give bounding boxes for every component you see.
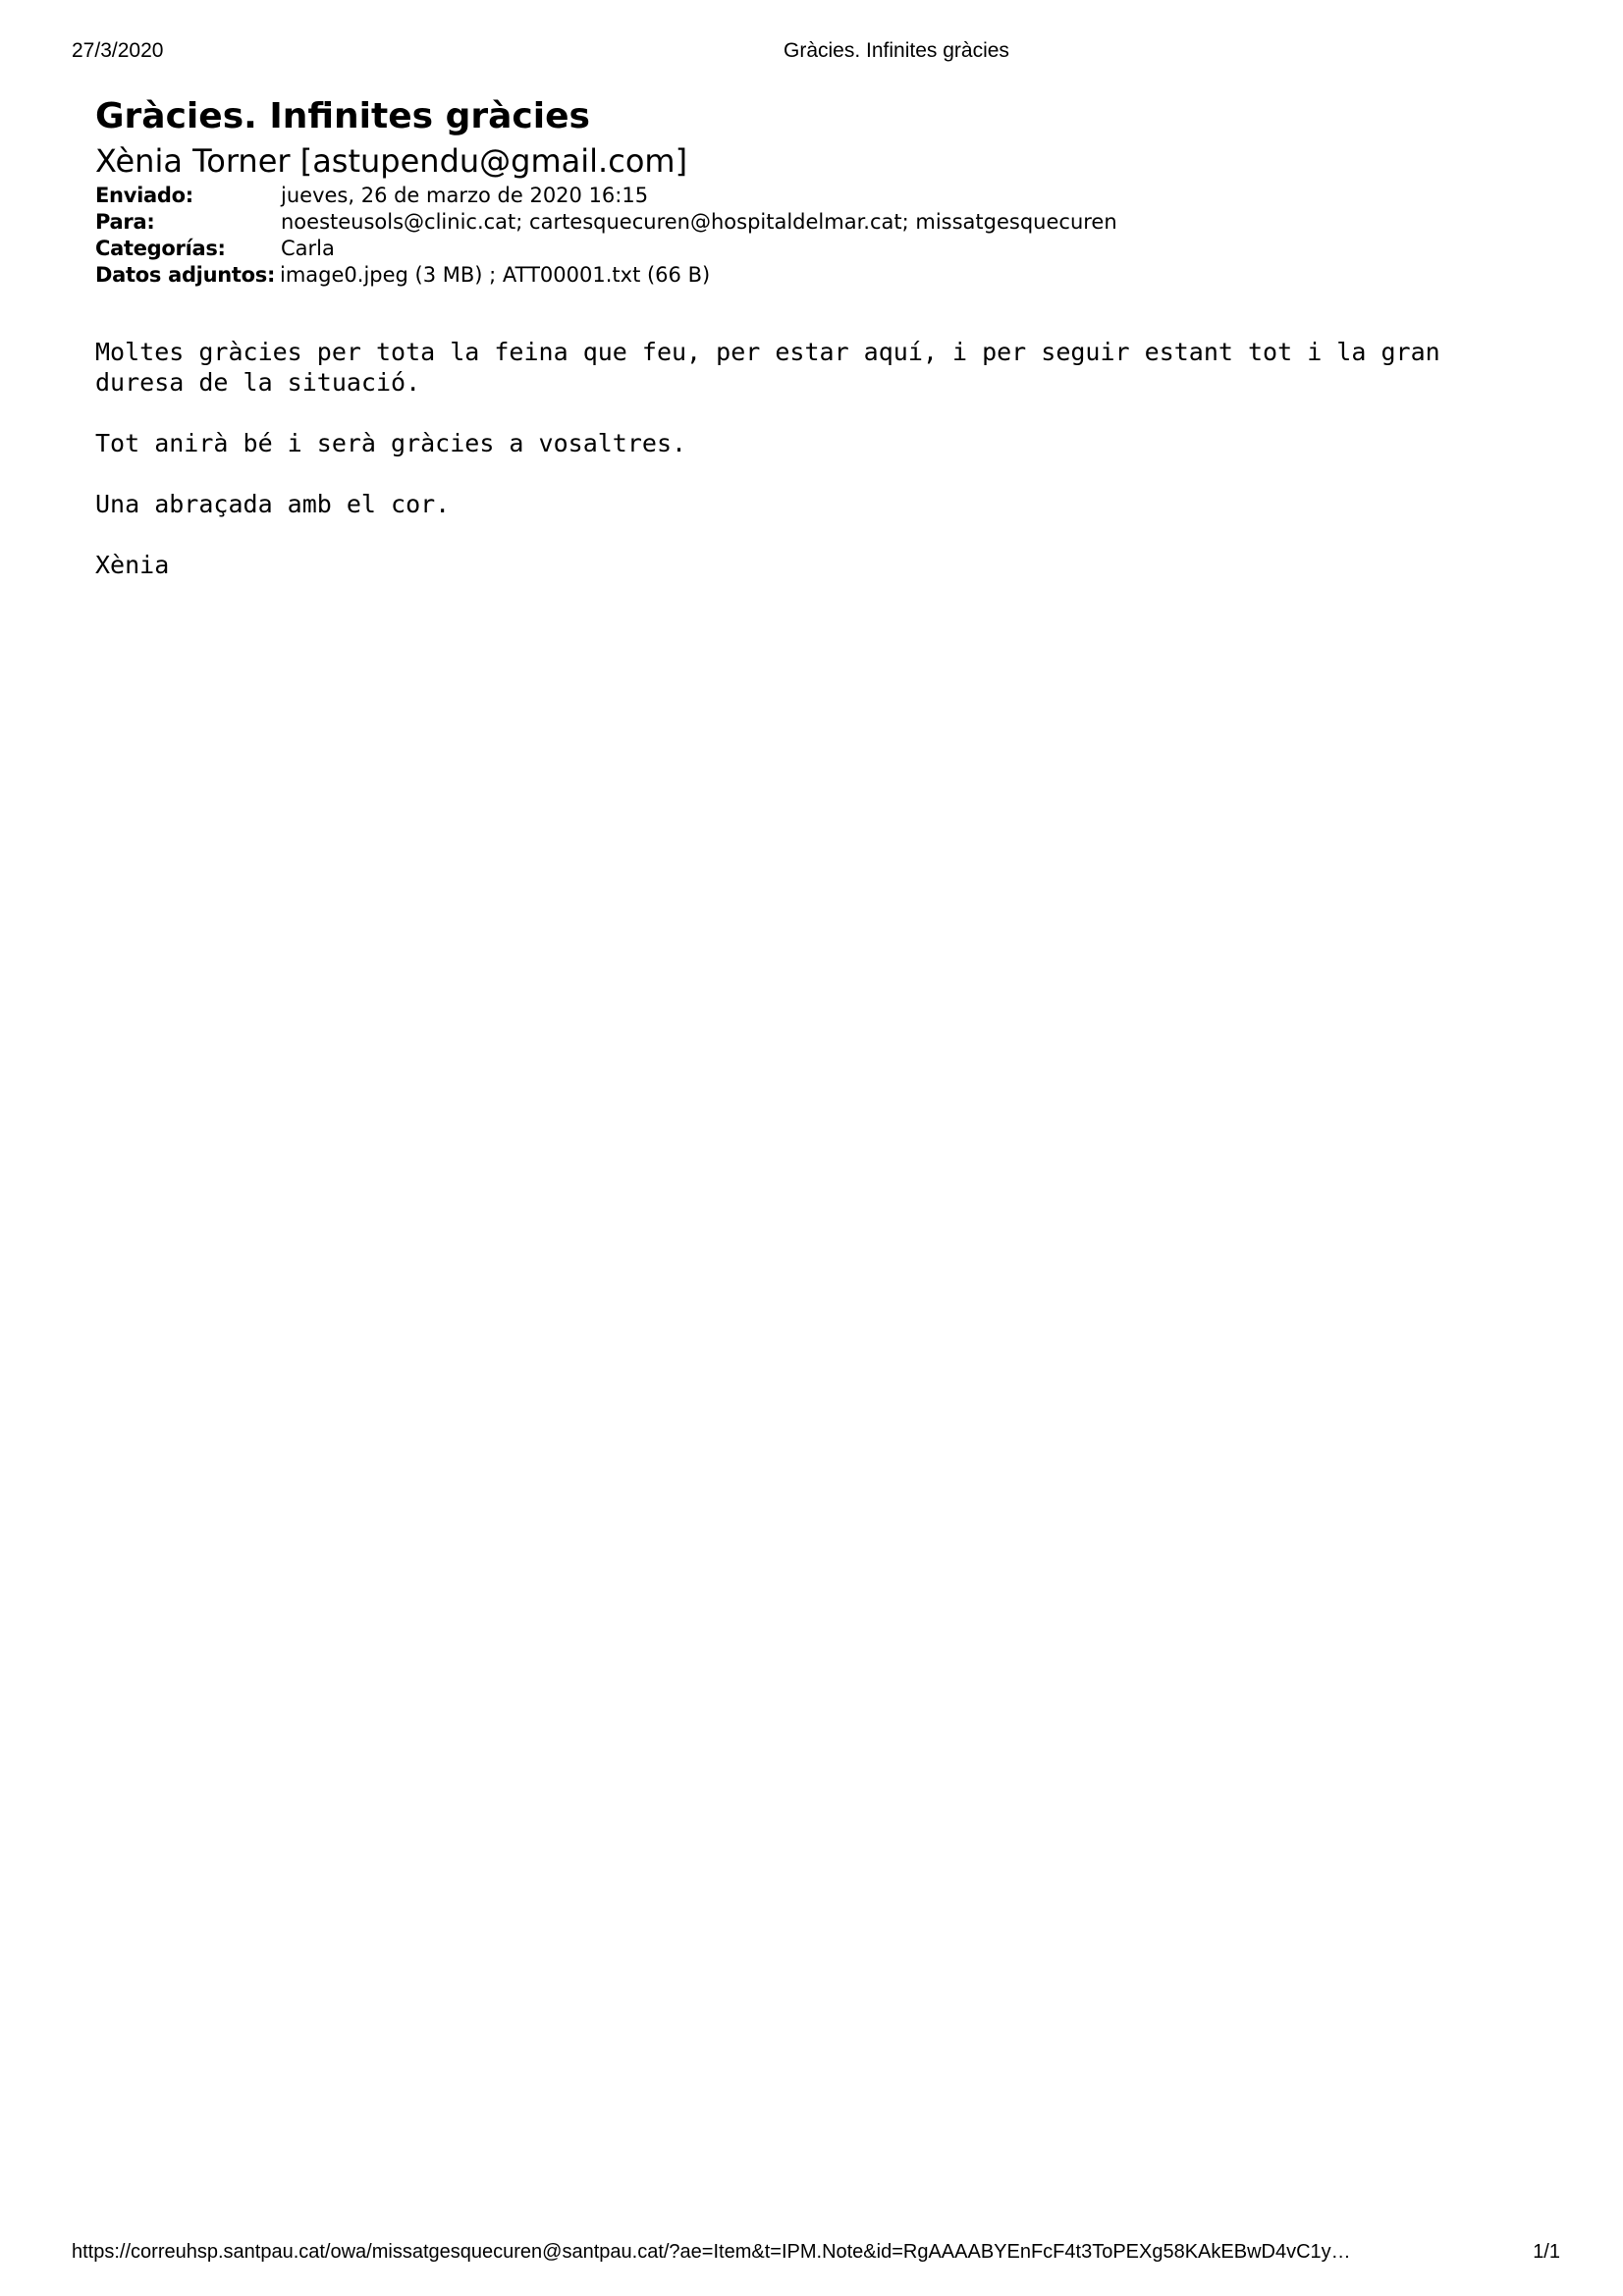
print-url: https://correuhsp.santpau.cat/owa/missatgesquecuren@santpau.cat/?ae=Item&t=IPM.Note&id=RgAAAABYEnFcF4t3ToPEXg58KAkEBwD4vC1y… — [72, 2241, 1351, 2263]
print-date: 27/3/2020 — [72, 39, 164, 62]
meta-value-categories: Carla — [281, 237, 335, 260]
print-title: Gràcies. Infinites gràcies — [784, 39, 1009, 62]
meta-label-sent: Enviado: — [95, 184, 193, 207]
meta-label-attachments: Datos adjuntos: — [95, 263, 276, 287]
message-body — [95, 337, 1548, 611]
print-page-number: 1/1 — [1533, 2241, 1560, 2263]
message-subject: Gràcies. Infinites gràcies — [95, 96, 590, 136]
meta-value-attachments: image0.jpeg (3 MB) ; ATT00001.txt (66 B) — [280, 263, 711, 287]
body-paragraph: Tot anirà bé i serà gràcies a vosaltres. — [95, 429, 687, 457]
body-signature: Xènia — [95, 551, 170, 579]
body-paragraph: Una abraçada amb el cor. — [95, 490, 451, 518]
meta-label-to: Para: — [95, 210, 155, 234]
print-header — [72, 39, 1560, 69]
message-sender: Xènia Torner [astupendu@gmail.com] — [95, 142, 688, 180]
meta-value-to: noesteusols@clinic.cat; cartesquecuren@hospitaldelmar.cat; missatgesquecuren — [281, 210, 1117, 234]
body-paragraph: Moltes gràcies per tota la feina que feu, per estar aquí, i per seguir estant tot i la gran duresa de la situació. — [95, 338, 1440, 397]
meta-value-sent: jueves, 26 de marzo de 2020 16:15 — [281, 184, 649, 207]
meta-label-categories: Categorías: — [95, 237, 226, 260]
print-footer — [72, 2241, 1560, 2270]
